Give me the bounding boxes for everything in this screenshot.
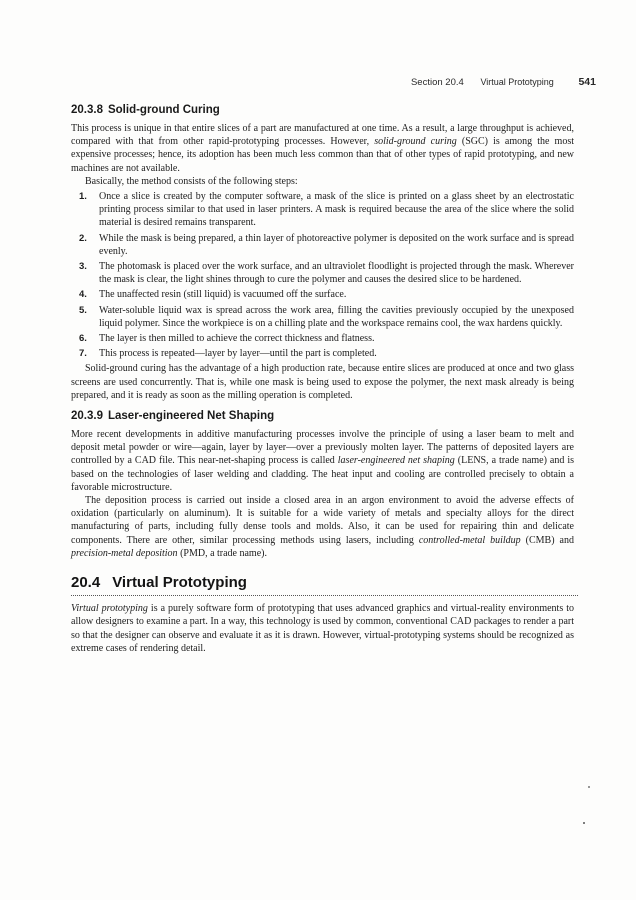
step-text: Once a slice is created by the computer software, a mask of the slice is printed on a glass sheet by an electrostatic printing process similar to that used in laser printers. A mask is required because the area of the slice where the solid material is desired remains transparent. — [99, 191, 574, 229]
list-item — [71, 232, 574, 258]
page-number: 541 — [578, 76, 596, 88]
steps-list — [71, 190, 574, 360]
text-run: More recent developments in additive manufacturing processes involve the principle of using a laser beam to melt and deposit metal powder or wire—again, layer by layer—over a previously molten layer. The patterns of deposited layers are controlled by a CAD file. This near-net-shaping process is called — [71, 429, 574, 467]
paragraph — [71, 602, 574, 655]
list-item — [71, 260, 574, 286]
text-run: (PMD, a trade name). — [177, 547, 267, 559]
step-number: 3. — [79, 261, 87, 273]
scan-speck — [588, 786, 590, 788]
text-run: (LENS, a trade name) and is based on the technologies of laser welding and cladding. The heat input and cooling are controlled precisely to obtain a favorable microstructure. — [71, 455, 574, 493]
defined-term: laser-engineered net shaping — [337, 455, 455, 467]
page-body — [71, 104, 574, 655]
subsection-title: Laser-engineered Net Shaping — [107, 410, 275, 423]
list-item — [71, 304, 574, 330]
subsection-number: 20.3.9 — [71, 410, 103, 423]
running-head-chapter-title: Virtual Prototyping — [480, 77, 554, 87]
step-number: 7. — [79, 348, 87, 360]
list-item — [71, 288, 574, 301]
step-number: 5. — [79, 304, 87, 316]
paragraph — [71, 494, 574, 560]
defined-term: precision-metal deposition — [71, 547, 178, 559]
step-text: The layer is then milled to achieve the correct thickness and flatness. — [99, 333, 375, 345]
section-title: Virtual Prototyping — [112, 574, 247, 592]
step-text: The photomask is placed over the work surface, and an ultraviolet floodlight is projected through the mask. Wherever the mask is clear, the light shines through to cure the polymer and causes the desired slice to be hardened. — [99, 261, 574, 286]
paragraph: Solid-ground curing has the advantage of a high production rate, because entire slices are produced at once and two glass screens are used concurrently. That is, while one mask is being used to expose the polymer, the next mask already is being prepared, and it is ready as soon as the milling operation is completed. — [71, 363, 574, 401]
running-head — [300, 76, 596, 88]
running-head-section: Section 20.4 — [410, 77, 464, 88]
step-text: This process is repeated—layer by layer—until the part is completed. — [99, 348, 377, 360]
step-text: Water-soluble liquid wax is spread across the work area, filling the cavities previously occupied by the unexposed liquid polymer. Since the workpiece is on a chilling plate and the workspace remains cool, the wax hardens quickly. — [99, 304, 574, 329]
step-text: While the mask is being prepared, a thin layer of photoreactive polymer is deposited on the work surface and is spread evenly. — [99, 232, 574, 257]
subsection-heading-solid-ground-curing — [71, 104, 574, 116]
paragraph: Basically, the method consists of the following steps: — [85, 175, 298, 187]
section-heading-virtual-prototyping — [71, 574, 574, 591]
spacer — [71, 402, 574, 410]
text-run: This process is unique in that entire slices of a part are manufactured at one time. As a result, a large throughput is achieved, compared with that from other rapid-prototyping processes. However, — [71, 123, 574, 148]
text-run: (CMB) and — [520, 534, 574, 546]
step-number: 6. — [79, 333, 87, 345]
paragraph — [71, 122, 574, 175]
text-run: is a purely software form of prototyping that uses advanced graphics and virtual-reality environments to allow designers to examine a part. In a way, this technology is used by common, conventional CAD packages to render a part so that the designer can observe and evaluate it as it is drawn. However, virtual-prototyping systems should be recognized as extreme cases of rendering detail. — [71, 603, 574, 654]
section-divider — [71, 595, 578, 596]
step-text: The unaffected resin (still liquid) is vacuumed off the surface. — [99, 289, 347, 301]
defined-term: Virtual prototyping — [71, 603, 148, 615]
text-run: (SGC) is among the most expensive processes; hence, its adoption has been much less common than that of other types of rapid prototyping, and new machines are not available. — [71, 136, 574, 174]
defined-term: solid-ground curing — [374, 136, 457, 148]
step-number: 1. — [79, 191, 87, 203]
paragraph — [71, 428, 574, 494]
defined-term: controlled-metal buildup — [418, 534, 521, 546]
section-number: 20.4 — [71, 574, 101, 592]
step-number: 2. — [79, 232, 87, 244]
subsection-number: 20.3.8 — [71, 104, 103, 116]
subsection-title: Solid-ground Curing — [107, 104, 220, 116]
subsection-heading-lens — [71, 410, 574, 422]
list-item — [71, 332, 574, 345]
list-item — [71, 190, 574, 230]
scan-speck — [583, 822, 585, 824]
text-run: The deposition process is carried out inside a closed area in an argon environment to avoid the adverse effects of oxidation (particularly on aluminum). It is suitable for a wide variety of metals and specialty alloys for the direct manufacturing of parts, including fully dense tools and molds. Also, it can be used for repairing thin and delicate components. There are other, similar processing methods using lasers, including — [71, 495, 574, 546]
list-item — [71, 347, 574, 360]
step-number: 4. — [79, 289, 87, 301]
